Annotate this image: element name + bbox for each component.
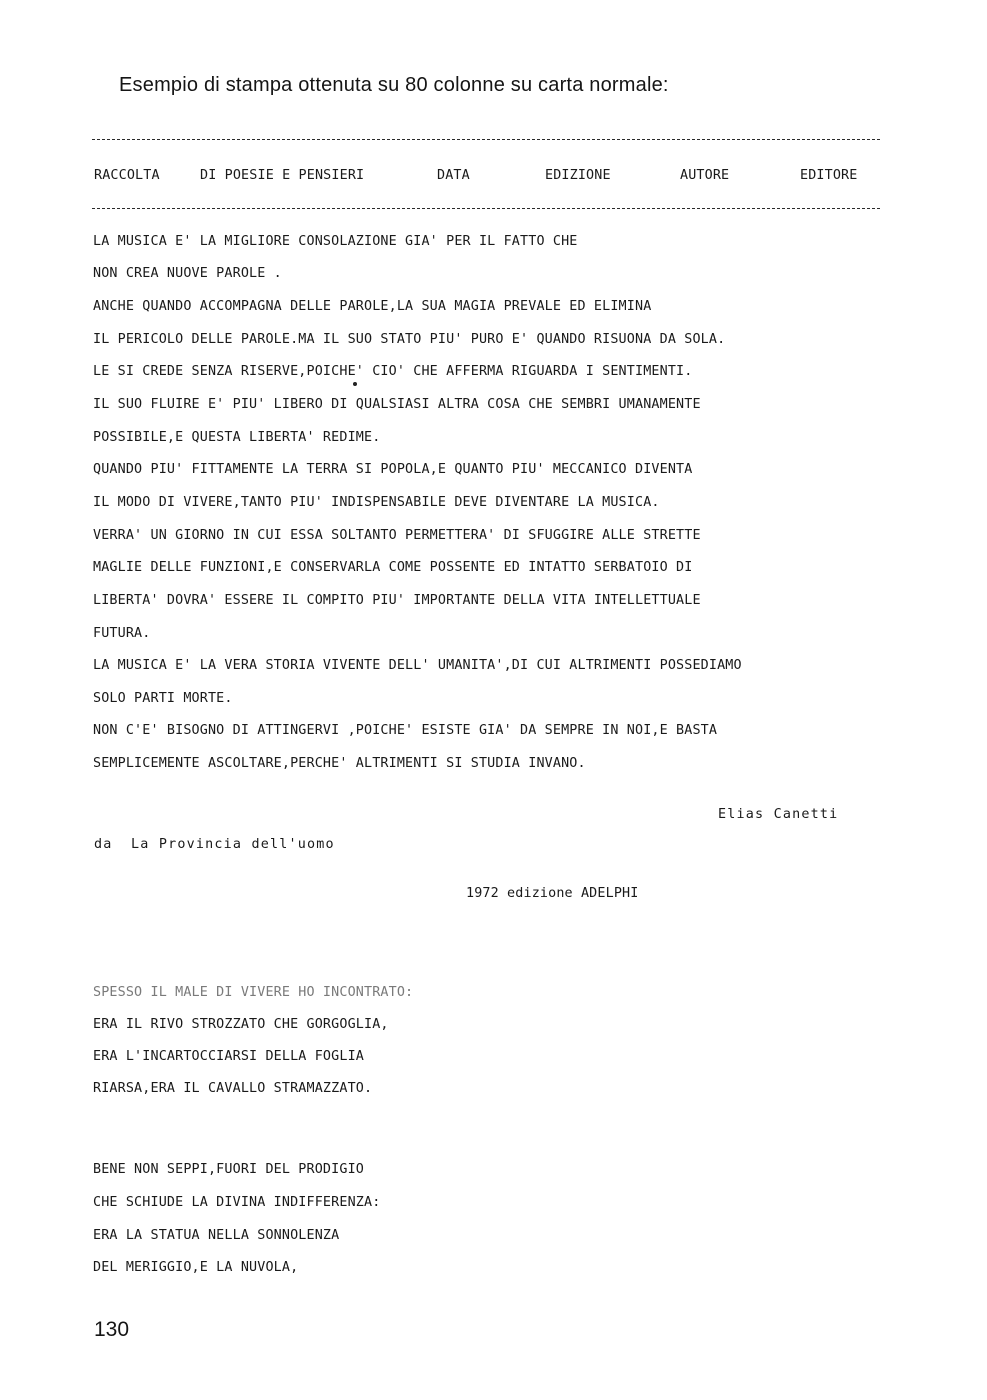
header-poesie-pensieri: DI POESIE E PENSIERI (200, 168, 365, 183)
quote-line: LA MUSICA E' LA MIGLIORE CONSOLAZIONE GIA' PER IL FATTO CHE (93, 234, 578, 249)
quote-line: QUANDO PIU' FITTAMENTE LA TERRA SI POPOLA,E QUANTO PIU' MECCANICO DIVENTA (93, 462, 693, 477)
quote-line: NON C'E' BISOGNO DI ATTINGERVI ,POICHE' ESISTE GIA' DA SEMPRE IN NOI,E BASTA (93, 723, 718, 738)
poem-line: BENE NON SEPPI,FUORI DEL PRODIGIO (93, 1162, 364, 1177)
table-header-row (94, 168, 874, 186)
quote-line: NON CREA NUOVE PAROLE . (93, 266, 282, 281)
quote-line: SEMPLICEMENTE ASCOLTARE,PERCHE' ALTRIMENTI SI STUDIA INVANO. (93, 756, 586, 771)
poem-line: ERA LA STATUA NELLA SONNOLENZA (93, 1228, 340, 1243)
dashed-rule-top (92, 139, 880, 140)
quote-line: SOLO PARTI MORTE. (93, 691, 233, 706)
header-raccolta: RACCOLTA (94, 168, 160, 183)
edition-line: 1972 edizione ADELPHI (466, 886, 639, 901)
header-autore: AUTORE (680, 168, 730, 183)
header-data: DATA (437, 168, 470, 183)
quote-line: IL MODO DI VIVERE,TANTO PIU' INDISPENSABILE DEVE DIVENTARE LA MUSICA. (93, 495, 660, 510)
header-edizione: EDIZIONE (545, 168, 611, 183)
quote-line: POSSIBILE,E QUESTA LIBERTA' REDIME. (93, 430, 381, 445)
poem-line: DEL MERIGGIO,E LA NUVOLA, (93, 1260, 299, 1275)
author-signature: Elias Canetti (718, 807, 839, 822)
quote-line: MAGLIE DELLE FUNZIONI,E CONSERVARLA COME POSSENTE ED INTATTO SERBATOIO DI (93, 560, 693, 575)
poem-line: ERA L'INCARTOCCIARSI DELLA FOGLIA (93, 1049, 364, 1064)
quote-line: ANCHE QUANDO ACCOMPAGNA DELLE PAROLE,LA SUA MAGIA PREVALE ED ELIMINA (93, 299, 652, 314)
header-editore: EDITORE (800, 168, 858, 183)
poem-line: RIARSA,ERA IL CAVALLO STRAMAZZATO. (93, 1081, 373, 1096)
page-heading: Esempio di stampa ottenuta su 80 colonne su carta normale: (119, 74, 669, 96)
poem-line: SPESSO IL MALE DI VIVERE HO INCONTRATO: (93, 985, 414, 1000)
poem-line: CHE SCHIUDE LA DIVINA INDIFFERENZA: (93, 1195, 381, 1210)
quote-line: FUTURA. (93, 626, 151, 641)
quote-line: LE SI CREDE SENZA RISERVE,POICHE' CIO' CHE AFFERMA RIGUARDA I SENTIMENTI. (93, 364, 693, 379)
dashed-rule-bottom (92, 208, 880, 209)
quote-line: LA MUSICA E' LA VERA STORIA VIVENTE DELL' UMANITA',DI CUI ALTRIMENTI POSSEDIAMO (93, 658, 742, 673)
quote-line: IL SUO FLUIRE E' PIU' LIBERO DI QUALSIASI ALTRA COSA CHE SEMBRI UMANAMENTE (93, 397, 701, 412)
quote-line: IL PERICOLO DELLE PAROLE.MA IL SUO STATO PIU' PURO E' QUANDO RISUONA DA SOLA. (93, 332, 726, 347)
poem-line: ERA IL RIVO STROZZATO CHE GORGOGLIA, (93, 1017, 389, 1032)
quote-line: VERRA' UN GIORNO IN CUI ESSA SOLTANTO PERMETTERA' DI SFUGGIRE ALLE STRETTE (93, 528, 701, 543)
quote-line: LIBERTA' DOVRA' ESSERE IL COMPITO PIU' IMPORTANTE DELLA VITA INTELLETTUALE (93, 593, 701, 608)
source-citation: da La Provincia dell'uomo (94, 837, 335, 852)
page-number: 130 (94, 1318, 130, 1341)
ink-speck (353, 382, 357, 386)
